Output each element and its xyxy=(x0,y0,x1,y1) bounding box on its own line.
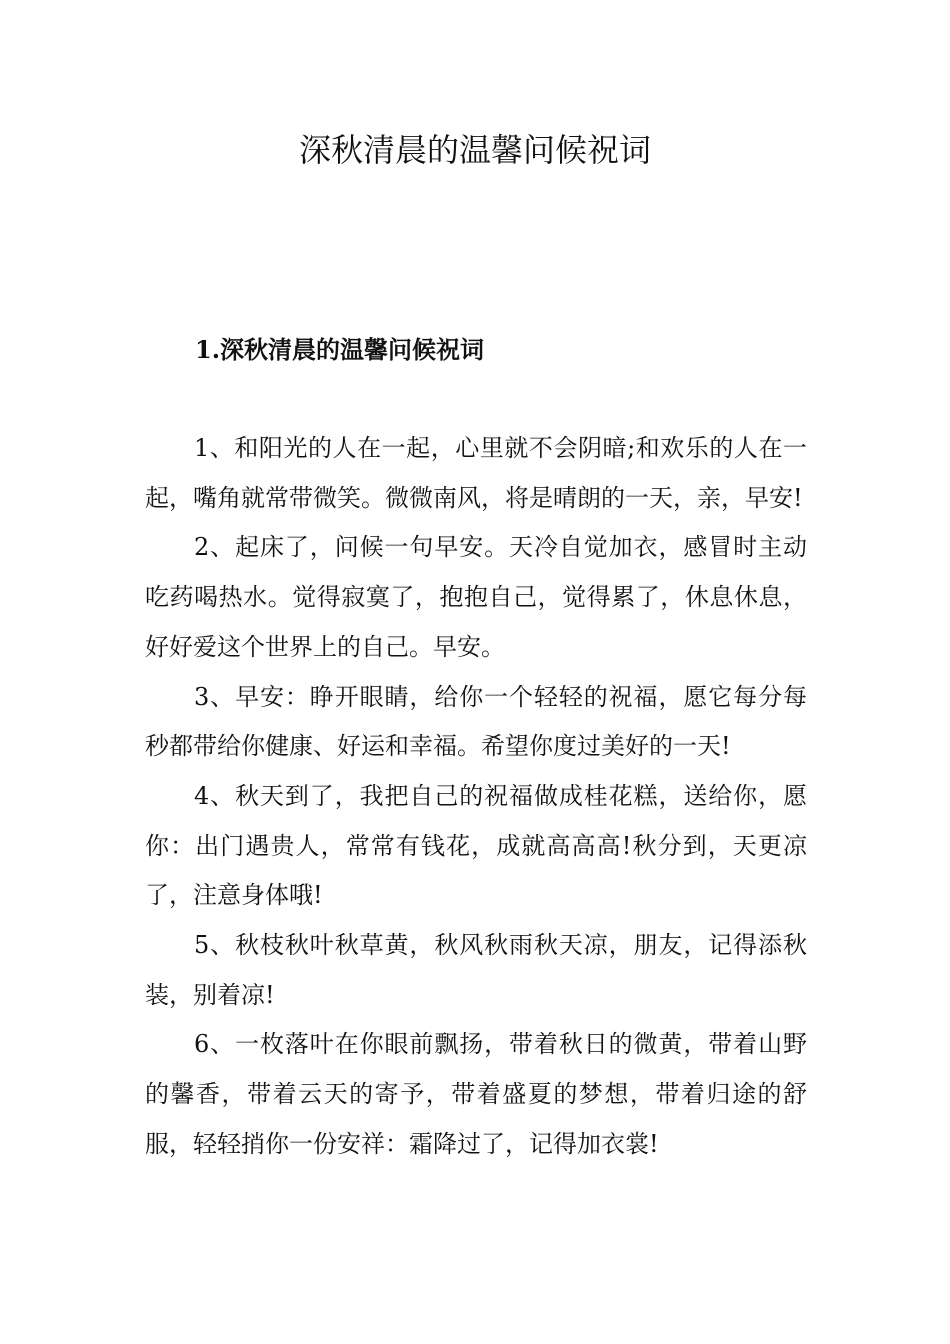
section-heading: 1.深秋清晨的温馨问候祝词 xyxy=(195,335,485,364)
greeting-paragraph-4: 4、秋天到了，我把自己的祝福做成桂花糕，送给你，愿你：出门遇贵人，常常有钱花，成就高高高!秋分到，天更凉了，注意身体哦! xyxy=(145,781,807,910)
greeting-paragraph-3: 3、早安：睁开眼睛，给你一个轻轻的祝福，愿它每分每秒都带给你健康、好运和幸福。希望你度过美好的一天! xyxy=(145,682,807,761)
greeting-paragraph-2: 2、起床了，问候一句早安。天冷自觉加衣，感冒时主动吃药喝热水。觉得寂寞了，抱抱自己，觉得累了，休息休息，好好爱这个世界上的自己。早安。 xyxy=(145,533,807,661)
greeting-paragraph-1: 1、和阳光的人在一起，心里就不会阴暗;和欢乐的人在一起，嘴角就常带微笑。微微南风，将是晴朗的一天，亲，早安! xyxy=(145,434,807,512)
greeting-paragraph-6: 6、一枚落叶在你眼前飘扬，带着秋日的微黄，带着山野的馨香，带着云天的寄予，带着盛夏的梦想，带着归途的舒服，轻轻捎你一份安祥：霜降过了，记得加衣裳! xyxy=(145,1030,807,1158)
document-body xyxy=(145,424,807,1170)
document-title: 深秋清晨的温馨问候祝词 xyxy=(298,131,651,169)
greeting-paragraph-5: 5、秋枝秋叶秋草黄，秋风秋雨秋天凉，朋友，记得添秋装，别着凉! xyxy=(145,931,807,1009)
